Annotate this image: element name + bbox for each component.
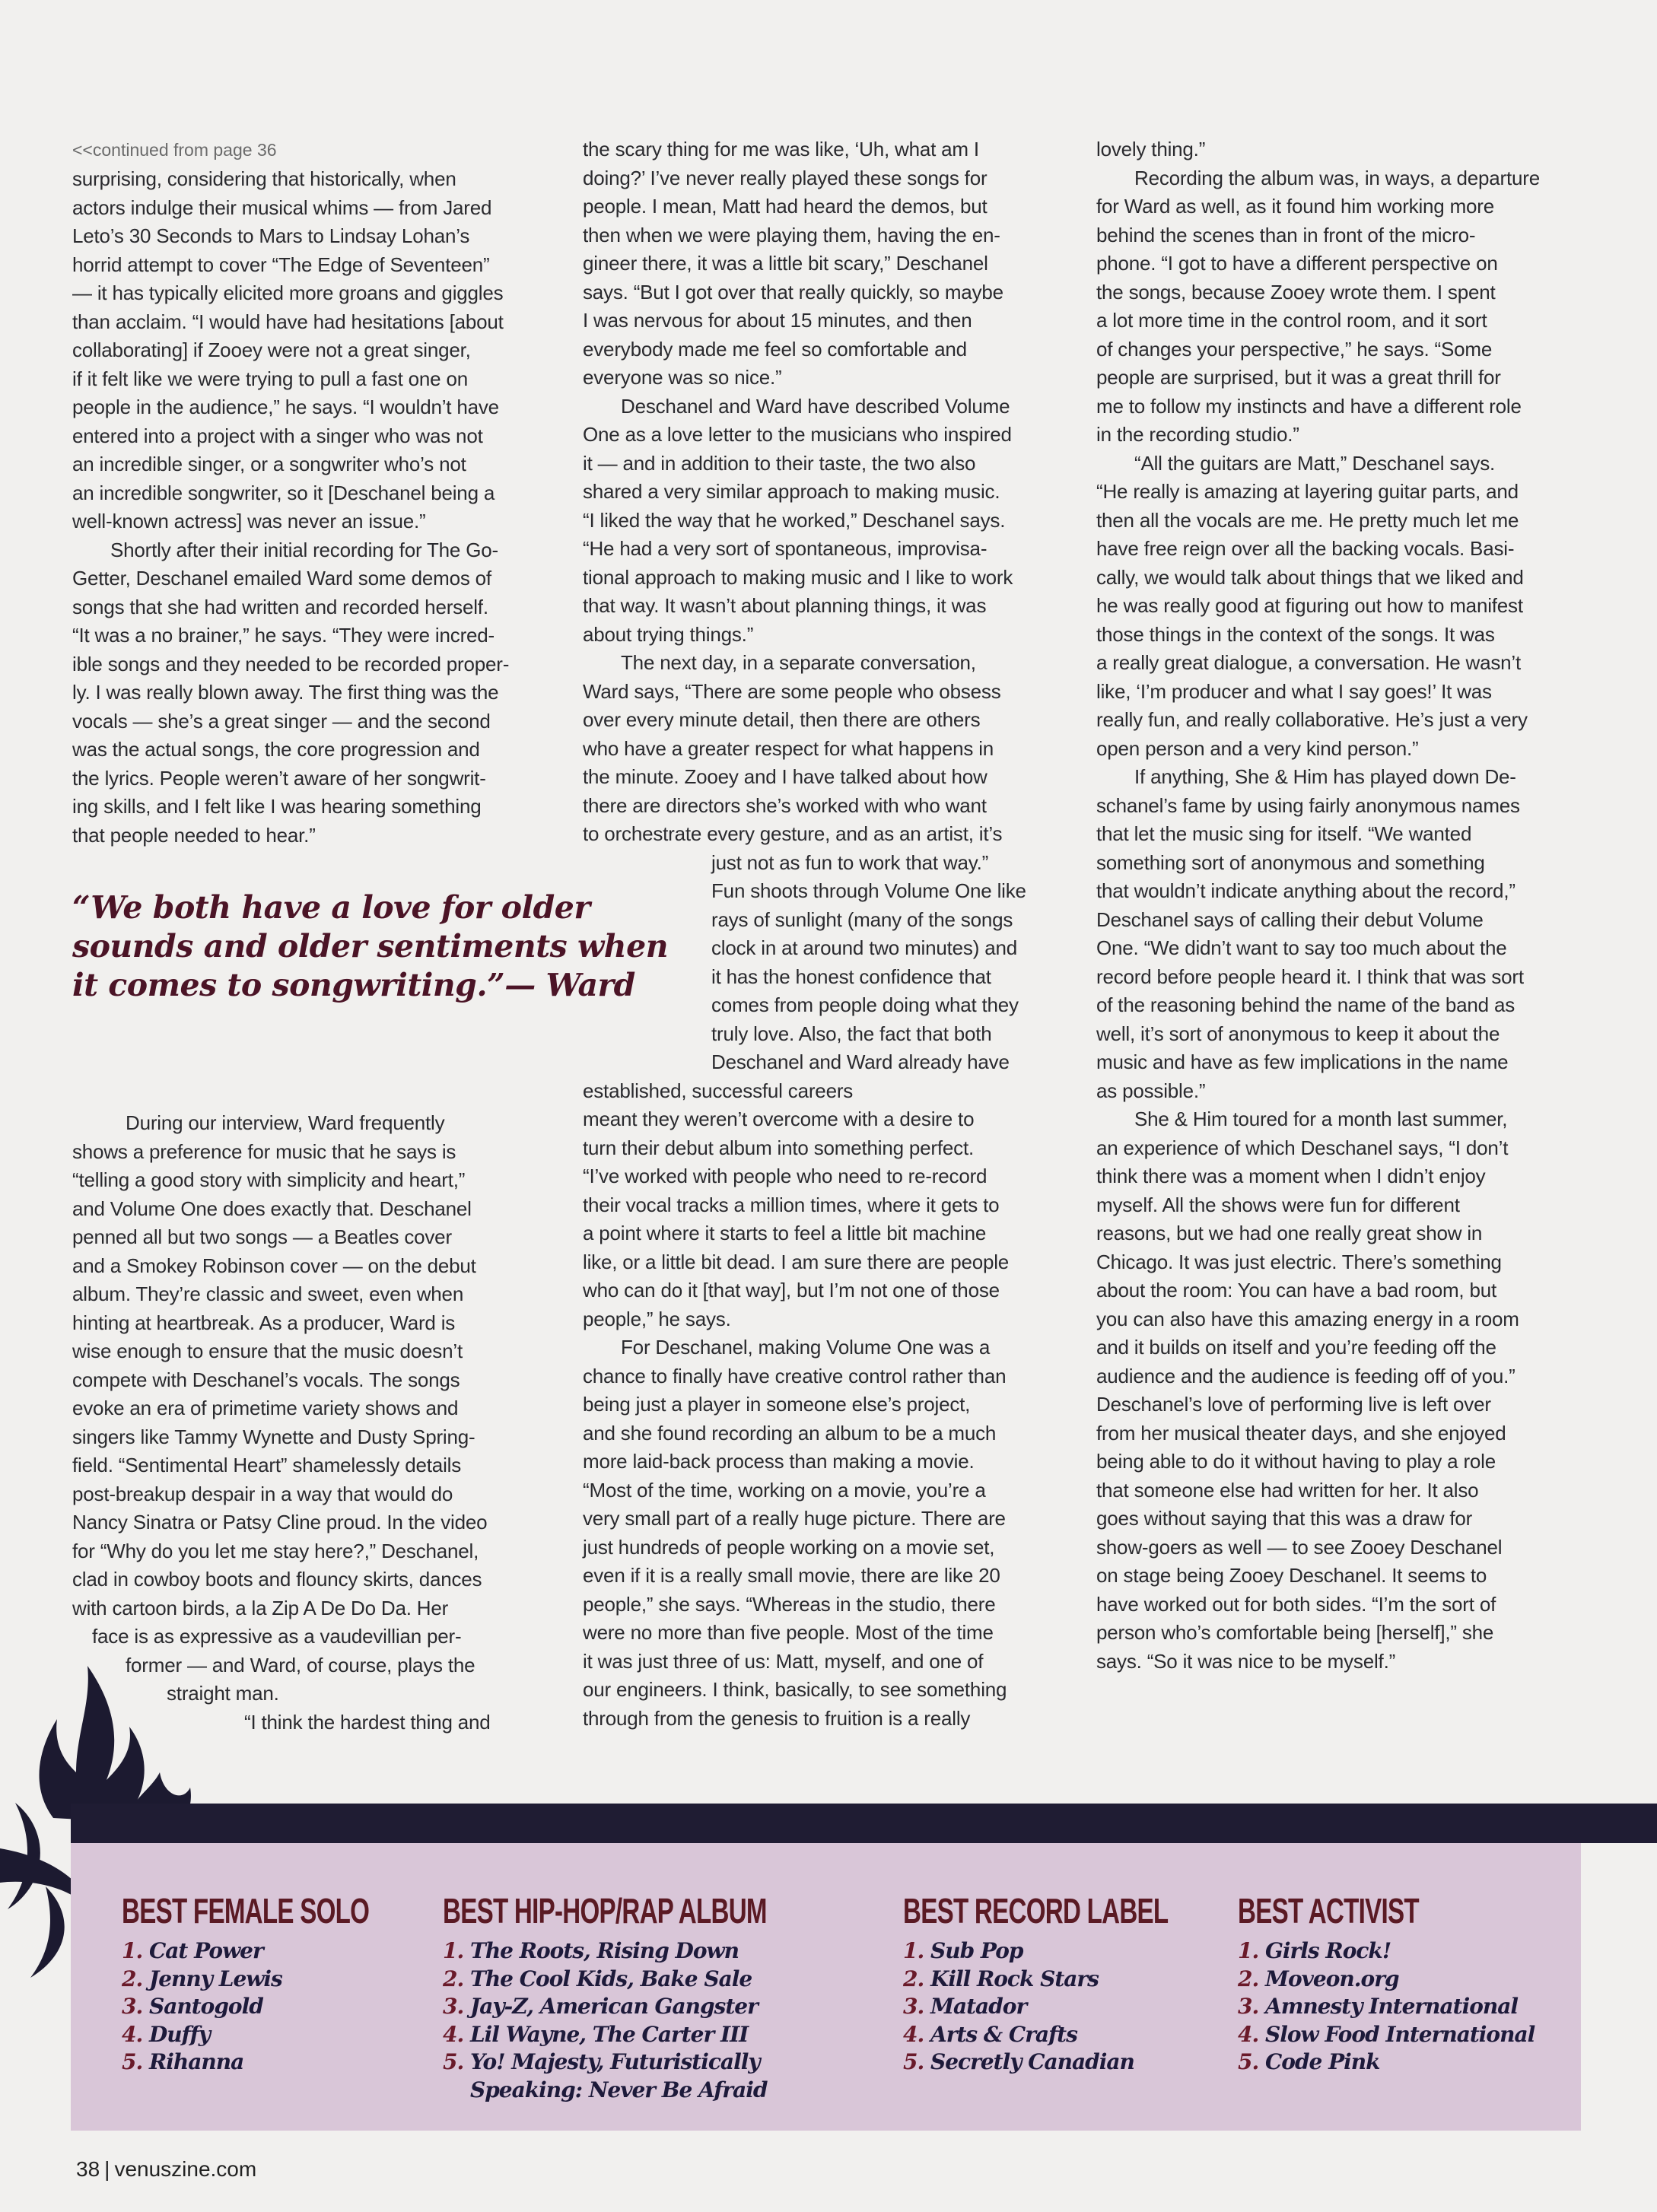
award-nominee — [443, 1966, 892, 1994]
text-line: says. “So it was nice to be myself.” — [1096, 1649, 1396, 1673]
text-line: doing?’ I’ve never really played these songs for — [583, 166, 988, 189]
text-line: was the actual songs, the core progression and — [72, 738, 480, 761]
text-line: Leto’s 30 Seconds to Mars to Lindsay Lohan’s — [72, 224, 470, 247]
text-line: for Ward as well, as it found him working more — [1096, 195, 1495, 218]
text-line: Getter, Deschanel emailed Ward some demos of — [72, 567, 491, 590]
pull-quote-line: “We both have a love for older — [72, 889, 590, 926]
award-nominee — [122, 2021, 466, 2049]
section-divider-bar — [71, 1804, 1657, 1843]
text-line: and Volume One does exactly that. Deschanel — [72, 1197, 472, 1220]
text-line: music and have as few implications in the name — [1096, 1050, 1509, 1073]
text-line: ible songs and they needed to be recorded proper- — [72, 652, 510, 675]
nominee-name: Lil Wayne, The Carter III — [469, 2021, 749, 2047]
text-line: everybody made me feel so comfortable and — [583, 337, 967, 361]
text-line: like, or a little bit dead. I am sure there are people — [583, 1250, 1010, 1273]
text-line: Fun shoots through Volume One like — [711, 879, 1026, 902]
article-column-2 — [583, 135, 1026, 1733]
text-line: field. “Sentimental Heart” shamelessly details — [72, 1454, 462, 1476]
text-line: those things in the context of the songs. It was — [1096, 622, 1495, 646]
award-nominee — [1238, 1993, 1535, 2021]
rank-number: 2. — [1238, 1966, 1265, 1991]
text-line: a lot more time in the control room, and it sort — [1096, 309, 1487, 332]
text-line: Chicago. It was just electric. There’s something — [1096, 1250, 1502, 1273]
text-line: “He had a very sort of spontaneous, improvisa- — [583, 537, 988, 560]
text-line: it was just three of us: Matt, myself, and one of — [583, 1649, 984, 1673]
text-line: if it felt like we were trying to pull a fast one on — [72, 367, 468, 390]
award-category-title: BEST HIP-HOP/RAP ALBUM — [443, 1891, 767, 1931]
text-line: people. I mean, Matt had heard the demos, but — [583, 195, 988, 218]
text-line: tional approach to making music and I like to work — [583, 565, 1013, 589]
text-line: who can do it [that way], but I’m not one of those — [583, 1279, 1000, 1301]
text-line: record before people heard it. I think that was sort — [1096, 965, 1524, 988]
rank-number: 3. — [1238, 1994, 1265, 2019]
text-line: comes from people doing what they — [711, 993, 1019, 1016]
text-line: you can also have this amazing energy in a room — [1096, 1307, 1519, 1330]
text-line: think there was a moment when I didn’t enjoy — [1096, 1165, 1486, 1187]
text-line: During our interview, Ward frequently — [126, 1111, 445, 1134]
text-line: just hundreds of people working on a movie set, — [583, 1535, 995, 1559]
text-line: people,” she says. “Whereas in the studio, there — [583, 1592, 996, 1616]
award-nominee — [903, 2048, 1271, 2077]
text-line: the scary thing for me was like, ‘Uh, what am I — [583, 138, 979, 160]
award-nominee — [122, 1993, 466, 2021]
text-line: with cartoon birds, a la Zip A De Do Da. Her — [72, 1596, 449, 1619]
award-nominee — [122, 1966, 466, 1994]
text-line: cally, we would talk about things that we liked and — [1096, 565, 1524, 589]
text-line: face is as expressive as a vaudevillian per- — [92, 1625, 462, 1648]
text-line: actors indulge their musical whims — from Jared — [72, 195, 492, 219]
text-line: on stage being Zooey Deschanel. It seems to — [1096, 1564, 1487, 1587]
text-line: I was nervous for about 15 minutes, and then — [583, 309, 972, 332]
text-line: schanel’s fame by using fairly anonymous names — [1096, 793, 1520, 817]
text-line: — it has typically elicited more groans and giggles — [72, 281, 504, 304]
text-line: “All the guitars are Matt,” Deschanel says. — [1134, 451, 1496, 475]
nominee-name: The Roots, Rising Down — [469, 1938, 739, 1963]
rank-number: 5. — [1238, 2049, 1265, 2074]
text-line: very small part of a really huge picture. There are — [583, 1507, 1006, 1530]
text-line: meant they weren’t overcome with a desire to — [583, 1108, 975, 1130]
text-line: and a Smokey Robinson cover — on the debut — [72, 1254, 476, 1277]
nominee-name: Amnesty International — [1264, 1994, 1519, 2019]
nominee-name: Jenny Lewis — [148, 1966, 282, 1991]
text-line: people,” he says. — [583, 1307, 731, 1330]
text-line: person who’s comfortable being [herself],” she — [1096, 1621, 1494, 1644]
text-line: songs that she had written and recorded herself. — [72, 595, 488, 618]
award-nominee — [1238, 1937, 1535, 1966]
nominee-name: Secretly Canadian — [930, 2049, 1134, 2074]
award-category-title: BEST FEMALE SOLO — [122, 1891, 370, 1931]
text-line: have free reign over all the backing vocals. Basi- — [1096, 537, 1515, 560]
text-line: of changes your perspective,” he says. “Some — [1096, 337, 1493, 361]
text-line: Deschanel and Ward already have — [711, 1050, 1010, 1073]
text-line: clock in at around two minutes) and — [711, 936, 1017, 959]
text-line: than acclaim. “I would have had hesitations [about — [72, 310, 504, 333]
text-line: Recording the album was, in ways, a departure — [1134, 166, 1540, 189]
text-line: that people needed to hear.” — [72, 823, 316, 847]
text-line: album. They’re classic and sweet, even when — [72, 1282, 464, 1305]
text-line: and she found recording an album to be a much — [583, 1421, 997, 1444]
continued-from-label: <<continued from page 36 — [72, 140, 277, 160]
text-line: just not as fun to work that way.” — [711, 850, 989, 874]
text-line: lovely thing.” — [1096, 138, 1206, 160]
text-line: says. “But I got over that really quickly, so maybe — [583, 280, 1003, 304]
text-line: “I liked the way that he worked,” Deschanel says. — [583, 508, 1006, 532]
text-line: myself. All the shows were fun for different — [1096, 1193, 1460, 1216]
text-line: gineer there, it was a little bit scary,” Deschanel — [583, 252, 988, 275]
rank-number: 2. — [122, 1966, 149, 1991]
text-line: show-goers as well — to see Zooey Deschanel — [1096, 1535, 1503, 1559]
text-line: “Most of the time, working on a movie, you’re a — [583, 1478, 986, 1502]
nominee-name: Slow Food International — [1264, 2021, 1535, 2047]
text-line: penned all but two songs — a Beatles cover — [72, 1225, 452, 1248]
text-line: the minute. Zooey and I have talked about how — [583, 765, 988, 788]
pull-quote — [72, 888, 668, 1005]
text-line: were no more than five people. Most of the time — [583, 1621, 994, 1644]
article-column-1-bottom — [72, 1109, 491, 1737]
text-line: collaborating] if Zooey were not a great singer, — [72, 338, 471, 361]
text-line: Deschanel’s love of performing live is left over — [1096, 1393, 1491, 1416]
nominee-name: Sub Pop — [930, 1938, 1023, 1963]
award-nominee — [122, 2048, 466, 2077]
nominee-name: Rihanna — [148, 2049, 244, 2074]
nominee-name: Speaking: Never Be Afraid — [470, 2077, 768, 2102]
text-line: straight man. — [167, 1682, 279, 1705]
award-nominee — [443, 1937, 892, 1966]
rank-number: 5. — [903, 2049, 930, 2074]
text-line: about the room: You can have a bad room, but — [1096, 1279, 1497, 1301]
rank-number: 1. — [903, 1938, 930, 1963]
text-line: The next day, in a separate conversation, — [621, 651, 976, 674]
text-line: in the recording studio.” — [1096, 423, 1299, 446]
award-category-title: BEST RECORD LABEL — [903, 1891, 1169, 1931]
text-line: have worked out for both sides. “I’m the sort of — [1096, 1592, 1496, 1616]
award-category — [1238, 1890, 1535, 2077]
text-line: an experience of which Deschanel says, “I don’t — [1096, 1136, 1509, 1159]
text-line: through from the genesis to fruition is a really — [583, 1706, 971, 1730]
rank-number: 4. — [443, 2021, 470, 2047]
text-line: hinting at heartbreak. As a producer, Ward is — [72, 1311, 456, 1334]
text-line: it — and in addition to their taste, the two also — [583, 451, 976, 475]
text-line: to orchestrate every gesture, and as an artist, it’s — [583, 822, 1003, 845]
rank-number: 4. — [122, 2021, 149, 2047]
pull-quote-line: it comes to songwriting.”— Ward — [72, 967, 635, 1003]
text-line: reasons, but we had one really great show in — [1096, 1222, 1483, 1244]
text-line: there are directors she’s worked with who want — [583, 793, 987, 817]
text-line: surprising, considering that historically, when — [72, 167, 456, 190]
rank-number: 3. — [122, 1994, 149, 2019]
text-line: For Deschanel, making Volume One was a — [621, 1336, 991, 1359]
text-line: singers like Tammy Wynette and Dusty Spring- — [72, 1425, 475, 1448]
award-nominee — [1238, 1966, 1535, 1994]
text-line: the songs, because Zooey wrote them. I spent — [1096, 280, 1496, 304]
rank-number: 1. — [443, 1938, 470, 1963]
award-nominee — [903, 1937, 1271, 1966]
text-line: vocals — she’s a great singer — and the second — [72, 709, 491, 733]
nominee-name: Jay-Z, American Gangster — [469, 1994, 758, 2019]
text-line: people are surprised, but it was a great thrill for — [1096, 366, 1501, 389]
nominee-name: Kill Rock Stars — [930, 1966, 1099, 1991]
text-line: something sort of anonymous and something — [1096, 850, 1485, 874]
text-line: Deschanel says of calling their debut Volume — [1096, 907, 1484, 931]
award-category — [443, 1890, 892, 2104]
text-line: people in the audience,” he says. “I wouldn’t have — [72, 396, 499, 418]
award-nominee — [903, 2021, 1271, 2049]
rank-number: 5. — [122, 2049, 149, 2074]
text-line: If anything, She & Him has played down De- — [1134, 765, 1516, 788]
text-line: and it builds on itself and you’re feeding off the — [1096, 1336, 1496, 1359]
text-line: as possible.” — [1096, 1079, 1206, 1102]
award-nominee — [443, 1993, 892, 2021]
nominee-name: Code Pink — [1264, 2049, 1380, 2074]
text-line: She & Him toured for a month last summer, — [1134, 1108, 1508, 1130]
nominee-name: Santogold — [148, 1994, 263, 2019]
pull-quote-line: sounds and older sentiments when — [72, 928, 668, 965]
text-line: that let the music sing for itself. “We wanted — [1096, 822, 1472, 845]
text-line: “It was a no brainer,” he says. “They were incred- — [72, 624, 495, 647]
text-line: rays of sunlight (many of the songs — [711, 907, 1013, 931]
text-line: then when we were playing them, having the en- — [583, 223, 1000, 246]
award-nominee — [443, 2077, 892, 2105]
award-category — [903, 1890, 1271, 2077]
text-line: even if it is a really small movie, there are like 20 — [583, 1564, 1000, 1587]
nominee-name: The Cool Kids, Bake Sale — [469, 1966, 752, 1991]
rank-number: 3. — [443, 1994, 470, 2019]
text-line: shows a preference for music that he says is — [72, 1139, 456, 1163]
text-line: post-breakup despair in a way that would do — [72, 1482, 453, 1505]
text-line: about trying things.” — [583, 622, 754, 646]
nominee-name: Matador — [930, 1994, 1027, 2019]
text-line: who have a greater respect for what happens in — [583, 736, 994, 760]
text-line: really fun, and really collaborative. He’s just a very — [1096, 708, 1528, 731]
text-line: shared a very similar approach to making music. — [583, 480, 1000, 503]
award-nominee — [903, 1966, 1271, 1994]
text-line: over every minute detail, then there are others — [583, 708, 981, 731]
text-line: Deschanel and Ward have described Volume — [621, 394, 1010, 418]
text-line: an incredible songwriter, so it [Deschanel being a — [72, 481, 495, 504]
award-nominee — [1238, 2021, 1535, 2049]
rank-number: 4. — [1238, 2021, 1265, 2047]
text-line: compete with Deschanel’s vocals. The songs — [72, 1368, 460, 1391]
text-line: like, ‘I’m producer and what I say goes!’ It was — [1096, 679, 1492, 703]
text-line: everyone was so nice.” — [583, 366, 782, 389]
rank-number: 4. — [903, 2021, 930, 2047]
rank-number: 3. — [903, 1994, 930, 2019]
nominee-name: Girls Rock! — [1264, 1938, 1391, 1963]
site-name: venuszine.com — [114, 2157, 257, 2181]
text-line: ing skills, and I felt like I was hearing something — [72, 795, 482, 818]
text-line: “telling a good story with simplicity and heart,” — [72, 1168, 466, 1191]
text-line: being able to do it without having to play a role — [1096, 1450, 1496, 1473]
text-line: for “Why do you let me stay here?,” Deschanel, — [72, 1539, 479, 1562]
nominee-name: Moveon.org — [1264, 1966, 1399, 1991]
text-line: established, successful careers — [583, 1079, 854, 1102]
rank-number: 1. — [122, 1938, 149, 1963]
text-line: the lyrics. People weren’t aware of her songwrit- — [72, 766, 486, 790]
award-nominee — [443, 2021, 892, 2049]
text-line: me to follow my instincts and have a different role — [1096, 394, 1522, 418]
text-line: “He really is amazing at layering guitar parts, and — [1096, 480, 1519, 503]
article-column-3 — [1096, 135, 1540, 1676]
nominee-name: Yo! Majesty, Futuristically — [469, 2049, 760, 2074]
text-line: “I think the hardest thing and — [244, 1710, 491, 1734]
text-line: he was really good at figuring out how to manifest — [1096, 594, 1523, 617]
text-line: horrid attempt to cover “The Edge of Seventeen” — [72, 253, 490, 276]
text-line: Ward says, “There are some people who obsess — [583, 679, 1001, 703]
rank-number: 1. — [1238, 1938, 1265, 1963]
text-line: of the reasoning behind the name of the band as — [1096, 993, 1515, 1016]
rank-number: 5. — [443, 2049, 470, 2074]
award-nominee — [122, 1937, 466, 1966]
award-nominee — [903, 1993, 1271, 2021]
award-nominee — [443, 2048, 892, 2077]
text-line: well-known actress] was never an issue.” — [72, 510, 426, 532]
text-line: ly. I was really blown away. The first thing was the — [72, 681, 499, 704]
text-line: evoke an era of primetime variety shows and — [72, 1397, 459, 1419]
text-line: open person and a very kind person.” — [1096, 736, 1419, 760]
text-line: goes without saying that this was a draw for — [1096, 1507, 1473, 1530]
nominee-name: Arts & Crafts — [930, 2021, 1077, 2047]
text-line: a point where it starts to feel a little bit machine — [583, 1222, 987, 1244]
page-footer — [76, 2157, 256, 2182]
text-line: “I’ve worked with people who need to re-record — [583, 1165, 988, 1187]
nominee-name: Duffy — [148, 2021, 210, 2047]
text-line: Nancy Sinatra or Patsy Cline proud. In the video — [72, 1511, 488, 1533]
text-line: One. “We didn’t want to say too much about the — [1096, 936, 1507, 959]
text-line: former — and Ward, of course, plays the — [126, 1653, 475, 1676]
text-line: Shortly after their initial recording for The Go- — [110, 538, 498, 561]
text-line: an incredible singer, or a songwriter who’s not — [72, 453, 466, 475]
page-number: 38 — [76, 2157, 100, 2181]
text-line: phone. “I got to have a different perspective on — [1096, 252, 1498, 275]
text-line: then all the vocals are me. He pretty much let me — [1096, 508, 1519, 532]
text-line: from her musical theater days, and she enjoyed — [1096, 1421, 1506, 1444]
footer-divider: | — [104, 2157, 110, 2181]
nominee-name: Cat Power — [148, 1938, 263, 1963]
text-line: wise enough to ensure that the music doesn’t — [72, 1340, 463, 1362]
text-line: that way. It wasn’t about planning things, it was — [583, 594, 987, 617]
text-line: it has the honest confidence that — [711, 965, 991, 988]
text-line: well, it’s sort of anonymous to keep it about the — [1096, 1022, 1500, 1045]
text-line: truly love. Also, the fact that both — [711, 1022, 992, 1045]
text-line: a really great dialogue, a conversation. He wasn’t — [1096, 651, 1521, 674]
text-line: clad in cowboy boots and flouncy skirts, dances — [72, 1568, 482, 1591]
text-line: One as a love letter to the musicians who inspired — [583, 423, 1012, 446]
text-line: their vocal tracks a million times, where it gets to — [583, 1193, 1000, 1216]
award-nominee — [1238, 2048, 1535, 2077]
text-line: entered into a project with a singer who was not — [72, 424, 483, 447]
text-line: our engineers. I think, basically, to see something — [583, 1678, 1007, 1701]
text-line: more laid-back process than making a movie. — [583, 1450, 975, 1473]
award-category-title: BEST ACTIVIST — [1238, 1891, 1419, 1931]
text-line: chance to finally have creative control rather than — [583, 1364, 1007, 1387]
text-line: audience and the audience is feeding off of you.” — [1096, 1364, 1515, 1387]
article-column-1-top — [72, 165, 509, 850]
rank-number: 2. — [903, 1966, 930, 1991]
text-line: that wouldn’t indicate anything about the record,” — [1096, 879, 1515, 902]
rank-number: 2. — [443, 1966, 470, 1991]
text-line: that someone else had written for her. It also — [1096, 1478, 1479, 1502]
award-category — [122, 1890, 466, 2077]
text-line: behind the scenes than in front of the micro- — [1096, 223, 1476, 246]
text-line: turn their debut album into something perfect. — [583, 1136, 974, 1159]
text-line: being just a player in someone else’s project, — [583, 1393, 971, 1416]
